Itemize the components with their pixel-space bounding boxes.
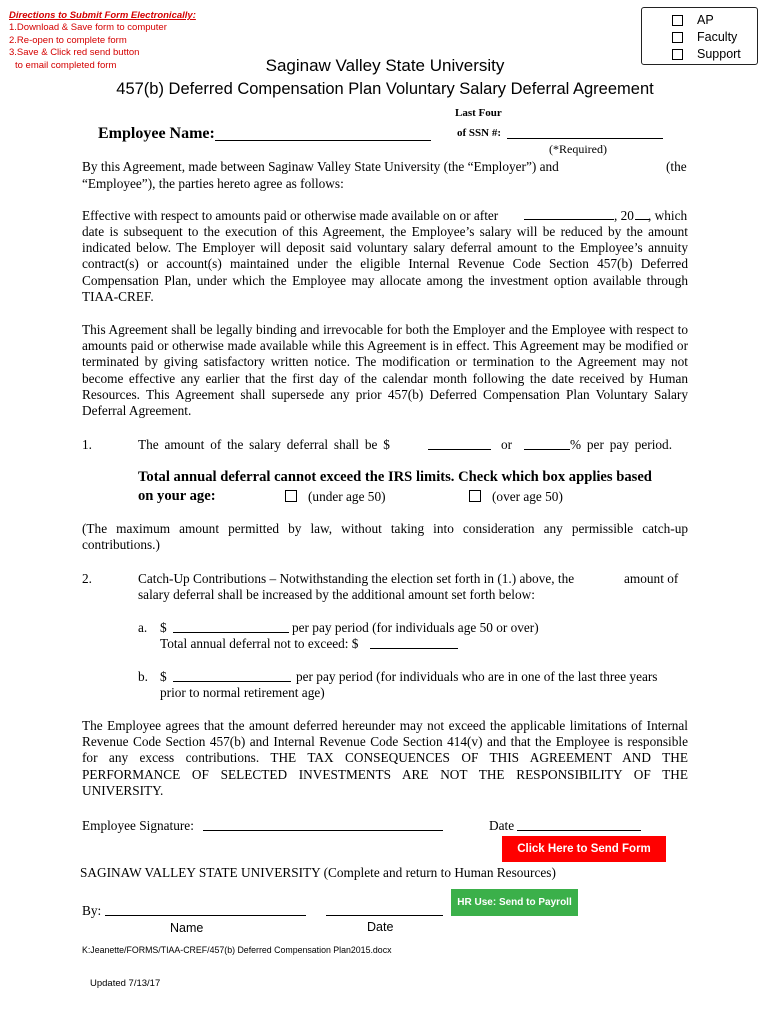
faculty-label: Faculty — [697, 30, 738, 44]
item2b-dollar: $ — [160, 669, 167, 684]
directions-title: Directions to Submit Form Electronically: — [9, 10, 196, 21]
required-note: (*Required) — [549, 142, 607, 156]
intro-the: (the — [666, 159, 687, 174]
file-path: K:Jeanette/FORMS/TIAA-CREF/457(b) Deferred Compensation Plan2015.docx — [82, 945, 392, 955]
item2-number: 2. — [82, 571, 92, 586]
employee-name-label: Employee Name: — [98, 125, 215, 142]
binding-paragraph: This Agreement shall be legally binding and irrevocable for both the Employer and the Employee with respect to amounts paid or otherwise made available while this Agreement is in effect. This Agreement may be modified or terminated by giving satisfactory written notice. The modification or termination to the Agreement may not become effective any earlier that the first day of the calendar month following the date received by Human Resources. This Agreement shall supersede any prior 457(b) Deferred Compensation Plan Voluntary Salary Deferral Agreement. — [82, 322, 688, 419]
over-50-label: (over age 50) — [492, 489, 563, 504]
intro-text: By this Agreement, made between Saginaw Valley State University (the “Employer”) and — [82, 159, 559, 174]
ssn-input-line[interactable] — [507, 138, 663, 139]
item2b-text: per pay period (for individuals who are in one of the last three years — [296, 669, 658, 684]
item2a-dollar: $ — [160, 620, 167, 635]
signature-line[interactable] — [203, 830, 443, 831]
irs-limit-line1: Total annual deferral cannot exceed the IRS limits. Check which box applies based — [138, 469, 652, 485]
item2-line1: Catch-Up Contributions – Notwithstanding the election set forth in (1.) above, the — [138, 571, 575, 586]
updated-date: Updated 7/13/17 — [90, 978, 161, 989]
over-50-checkbox[interactable] — [469, 490, 481, 502]
item2b-text2: prior to normal retirement age) — [160, 685, 325, 700]
faculty-checkbox[interactable] — [672, 32, 683, 43]
max-amount-note: (The maximum amount permitted by law, without taking into consideration any permissible catch-up contributions.) — [82, 521, 688, 553]
item1-number: 1. — [82, 437, 92, 452]
deferral-percent-line[interactable] — [524, 449, 570, 450]
employee-name-input-line[interactable] — [215, 140, 431, 141]
effective-after: , which — [648, 208, 688, 223]
directions-step: to email completed form — [15, 59, 117, 71]
name-label: Name — [170, 921, 204, 935]
signature-label: Employee Signature: — [82, 818, 194, 833]
support-label: Support — [697, 47, 741, 61]
item1-percent-text: % per pay period. — [570, 437, 673, 452]
irs-limit-line2: on your age: — [138, 488, 216, 504]
ssn-label: of SSN #: — [457, 127, 502, 139]
directions-step: 3.Save & Click red send button — [9, 47, 140, 59]
item2-line2: salary deferral shall be increased by the additional amount set forth below: — [138, 587, 535, 602]
item1-text: The amount of the salary deferral shall be $ — [138, 437, 390, 452]
deferral-amount-line[interactable] — [428, 449, 491, 450]
hr-name-line[interactable] — [105, 915, 306, 916]
effective-year-prefix: , 20 — [614, 208, 634, 223]
item1-or: or — [501, 437, 513, 452]
catchup-total-line[interactable] — [370, 648, 458, 649]
effective-date-line[interactable] — [524, 219, 614, 220]
university-title: Saginaw Valley State University — [265, 56, 505, 75]
svsu-footer-text: SAGINAW VALLEY STATE UNIVERSITY (Complete and return to Human Resources) — [80, 865, 556, 880]
ap-checkbox[interactable] — [672, 15, 683, 26]
item2-amount-of: amount of — [624, 571, 679, 586]
item2a-label: a. — [138, 620, 148, 635]
under-50-label: (under age 50) — [308, 489, 386, 504]
catchup-a-amount-line[interactable] — [173, 632, 289, 633]
send-form-button[interactable]: Click Here to Send Form — [502, 836, 666, 862]
effective-before: Effective with respect to amounts paid or otherwise made available on or after — [82, 208, 499, 223]
effective-year-line[interactable] — [635, 219, 649, 220]
directions-step: 2.Re-open to complete form — [9, 34, 127, 46]
last-four-label: Last Four — [455, 107, 502, 119]
signature-date-label: Date — [489, 818, 515, 833]
effective-paragraph: date is subsequent to the execution of this Agreement, the Employee’s salary will be reduced by the amount indicated below. The Employer will deposit said voluntary salary deferral amount to the Employee’s annuity contract(s) or account(s) maintained under the eligible Internal Revenue Code Section 457(b) Deferred Compensation Plan, under which the Employee may allocate among the investment option available through TIAA-CREF. — [82, 224, 688, 304]
directions-step: 1.Download & Save form to computer — [9, 22, 167, 34]
signature-date-line[interactable] — [517, 830, 641, 831]
item2a-total: Total annual deferral not to exceed: $ — [160, 636, 359, 651]
item2b-label: b. — [138, 669, 148, 684]
date-label-hr: Date — [367, 920, 394, 934]
send-to-payroll-button[interactable]: HR Use: Send to Payroll — [451, 889, 578, 916]
hr-date-line[interactable] — [326, 915, 443, 916]
form-title: 457(b) Deferred Compensation Plan Voluntary Salary Deferral Agreement — [116, 80, 654, 98]
item2a-text: per pay period (for individuals age 50 or over) — [292, 620, 539, 635]
intro-line2: “Employee”), the parties hereto agree as follows: — [82, 176, 344, 191]
by-label: By: — [82, 903, 102, 918]
ap-label: AP — [697, 13, 714, 27]
under-50-checkbox[interactable] — [285, 490, 297, 502]
catchup-b-amount-line[interactable] — [173, 681, 291, 682]
agreement-paragraph: The Employee agrees that the amount deferred hereunder may not exceed the applicable limitations of Internal Revenue Code Section 457(b) and Internal Revenue Code Section 414(v) and that the Employee is responsible for any excess contributions. THE TAX CONSEQUENCES OF THIS AGREEMENT AND THE PERFORMANCE OF SELECTED INVESTMENTS ARE NOT THE RESPONSIBILITY OF THE UNIVERSITY. — [82, 718, 688, 798]
